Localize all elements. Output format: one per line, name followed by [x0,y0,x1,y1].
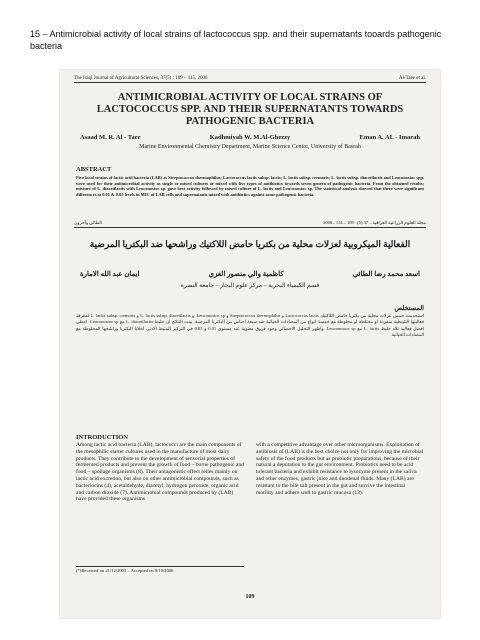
arabic-title: الفعالية الميكروبية لعزلات محلية من بكتريا حامض اللاكتيك وراشحها ضد البكتريا المرضية [89,239,411,249]
affiliation: Marine Environmental Chemistry Department, Marine Science Centre, University of Basrah [139,144,361,150]
arabic-running-author: الطائي وآخرون [74,220,102,225]
arabic-author-3: ايمان عبد الله الامارة [80,270,140,278]
page-number: 109 [245,594,255,600]
introduction-right-column [256,442,424,496]
abstract-heading: ABSTRACT [76,166,112,173]
introduction-heading: INTRODUCTION [76,434,129,441]
arabic-affiliation: قسم الكيمياء البحرية – مركز علوم البحار – جامعة البصرة [180,283,320,289]
author-list [80,134,420,141]
page-caption: 15 – Antimicrobial activity of local strains of lactococcus spp. and their supernatants tooards pathogenic bacteria [30,29,442,51]
journal-header [74,76,426,83]
arabic-author-2: كاظمية والي منصور الغزي [208,270,284,278]
abstract-text: Five local strains of lactic acid bacteria (LAB) as Streptococcus thermophilus; Lactococcus lactis subsp. lactis; L. lactis subsp. cremoris; L. lactis subsp. diacetilactis and Leuconostoc spp. were used for their antimicrobial activity as single or mixed cultures or mixed with five types of antibiotics towards seven genera of pathogenic bacteria. From the obtained results; mixture of L. diacetilactis with Leuconostoc sp. gave best activity followed by mixed culture of L. lactis and Leuconostoc sp. The statistical analysis showed that there were significant differences at 0.01 & 0.05 levels in MIC of LAB cells and supernatants mixed with antibiotics against some pathogenic bacteria. [76,175,424,197]
author-1: Asaad M. R. Al - Taee [80,134,141,141]
received-footnote: (*)Received on 21/12/2005 – Accepted on 8/10/2006 [76,566,244,573]
paper-scan [60,70,440,618]
paper-title: ANTIMICROBIAL ACTIVITY OF LOCAL STRAINS OF LACTOCOCCUS SPP. AND THEIR SUPERNATANTS TOWARDS PATHOGENIC BACTERIA [96,92,404,127]
author-2: Kadhmiyah W. M.Al-Ghezzy [209,134,291,141]
journal-citation: The Iraqi Journal of Agricultural Sciences, 37(5) : 109 – 115, 2006 [74,76,208,81]
introduction-paragraph-left: Among lactic acid bacteria (LAB), lactococci are the main components of the mesophilic starter cultures used in the manufacture of most dairy products. They contribute to the development of sensorial properties of fermented products and prevent the growth of food – borne pathogenic and food – spoilage organisms (8). Their antagonistic effect relies mainly on lactic acid excretion, but also on other antimicrobial compounds, such as bacteriocins (4), acetaldehyde, diacetyl, hydrogen peroxide, organic acid and carbon dioxide (7). Antimicrobial compounds produced by (LAB) have provided these organisms [76,442,244,503]
introduction-left-column [76,442,244,503]
arabic-header [74,220,426,228]
arabic-abstract-heading: المستخلص [394,305,424,312]
author-3: Eman A. AL - Imarah [359,134,420,141]
arabic-author-list [80,270,420,278]
arabic-journal-citation: مجلة العلوم الزراعية العراقية – 37 (5) : 109 – 114 ، 2006 [323,220,426,225]
running-author: Al-Taee et al. [399,76,426,81]
arabic-author-1: اسعد محمد رضا الطائي [352,270,420,278]
introduction-paragraph-right: with a competitive advantage over other microorganisms. Exploitation of antibiosis of (LAB) is the best choice not only for improving the microbial safety of the food products but as probiotic preparations, because of their natural a deputation to the gut environment. Probiotics need to be acid tolerant bacteria and exhibit resistance to lysozyme present in the saliva and other enzymes, gastric juice and duodenal fluids. Many (LAB) are resistant to the bile salt present in the gut and survive the intestinal motility and adhere well to gastric mucosa (13). [256,442,424,496]
arabic-abstract-text: استخدمت خمس عزلات محلية من بكتريا حامض اللاكتيك Lactococcus lactis و Streptococcus thermophilus و Leuconostoc sp. و L. lactis subsp. diacetilactis و L. lactis subsp. cremoris لمعرفة فعاليتها التثبيطية منفردة او مختلطة او مخلوطة مع خمسة انواع من المضادات الحياتية ضد سبعة اجناس من البكتريا المرضية. بينت النتائج ان خليط L. diacetilactis مع Leuconostoc sp. اعطى افضل فعالية تلاه خليط L. lactis مع Leuconostoc sp. واظهر التحليل الاحصائي وجود فروق معنوية عند مستوى 0.01 و 0.05 في التركيز المثبط الادنى لخلايا البكتريا وراشحها المخلوطة مع المضادات الحياتية. [76,313,425,338]
